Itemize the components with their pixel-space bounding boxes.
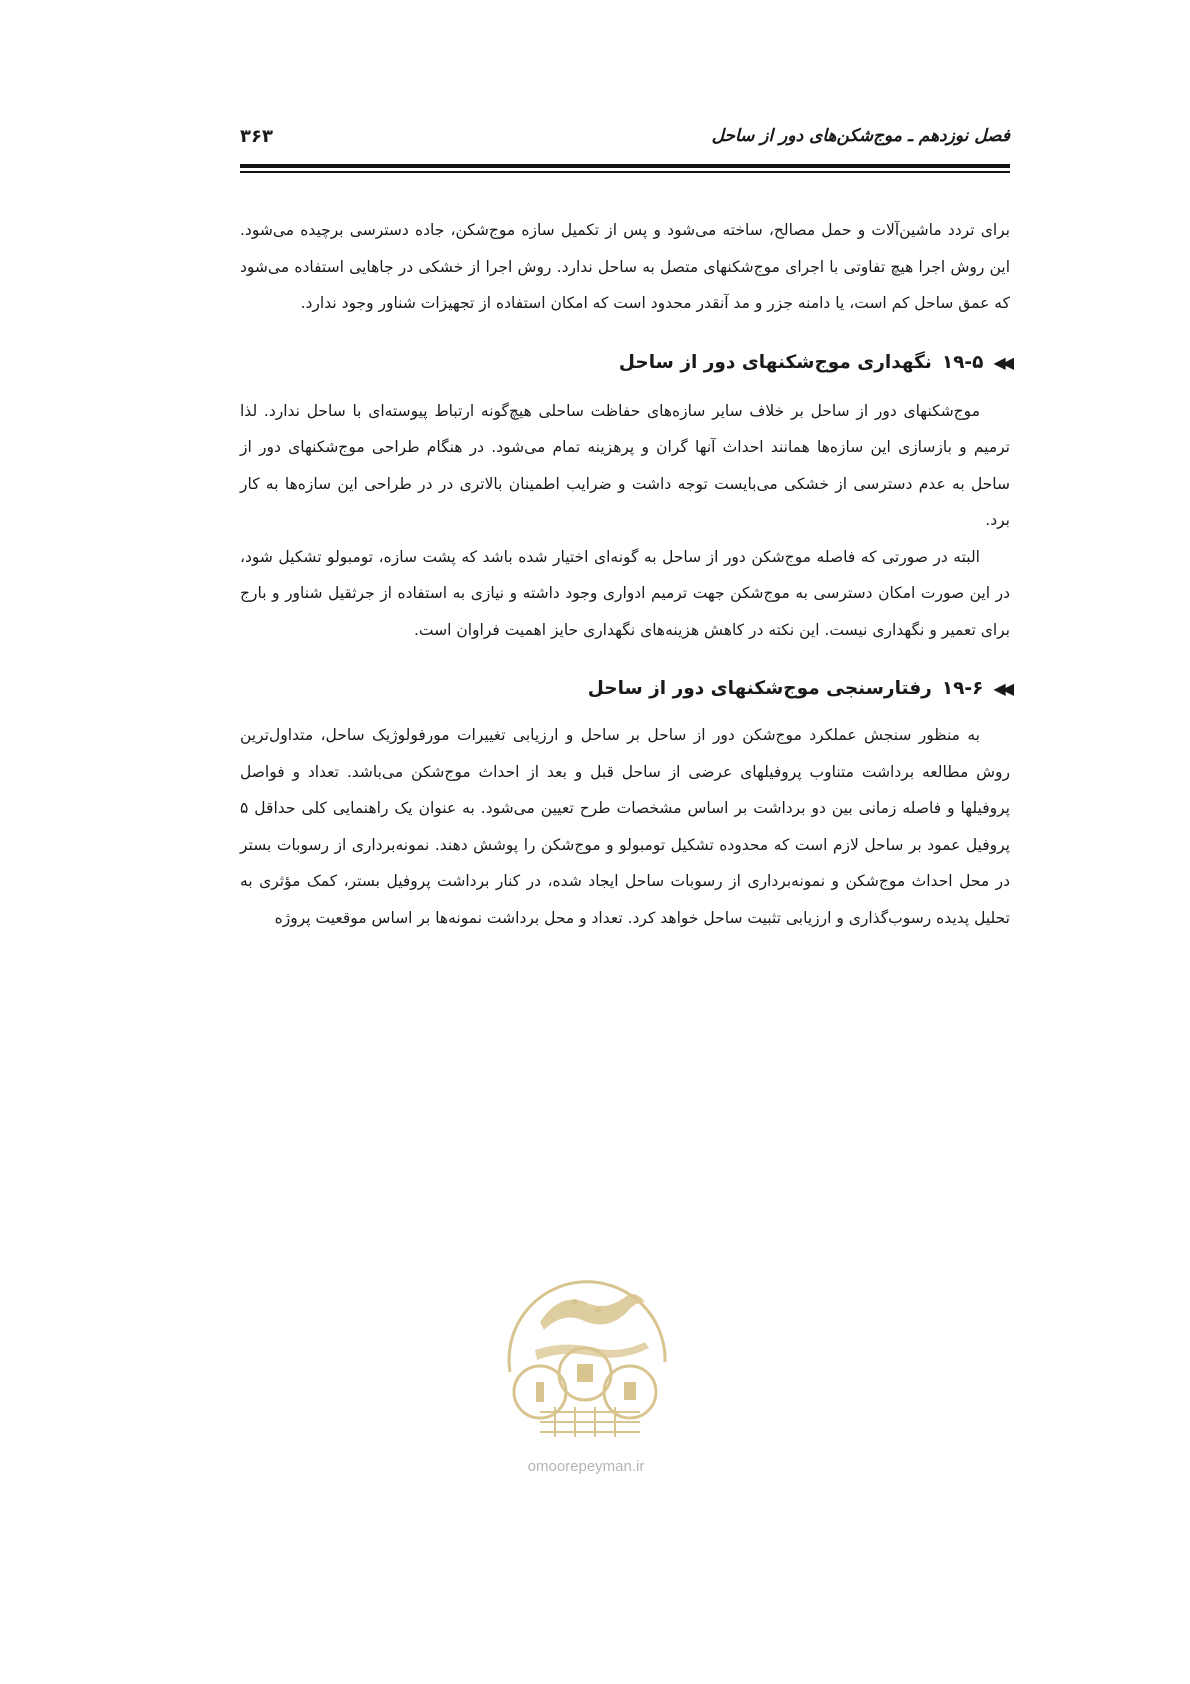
double-arrow-icon: ◀◀ (993, 352, 1010, 372)
paragraph: البته در صورتی که فاصله موج‌شکن دور از ساحل به گونه‌ای اختیار شده باشد که پشت سازه، تومبولو تشکیل شود، در این صورت امکان دسترسی به موج‌شکن جهت ترمیم ادواری وجود داشته و نیازی به استفاده از جرثقیل شناور و بارج برای تعمیر و نگهداری نیست. این نکته در کاهش هزینه‌های نگهداری حایز اهمیت فراوان است. (240, 547, 1010, 639)
paragraph: موج‌شکنهای دور از ساحل بر خلاف سایر سازه‌های حفاظت ساحلی هیچ‌گونه ارتباط پیوسته‌ای با ساحل ندارد. لذا ترمیم و بازسازی این سازه‌ها همانند احداث آنها گران و پرهزینه تمام می‌شود. در هنگام طراحی موج‌شکنهای دور از ساحل به عدم دسترسی از خشکی می‌بایست توجه داشت و ضرایب اطمینان بالاتری در در طراحی این سازه‌ها به کار برد. (240, 401, 1010, 529)
paragraph: به منظور سنجش عملکرد موج‌شکن دور از ساحل بر ساحل و ارزیابی تغییرات مورفولوژیک ساحل، متداول‌ترین روش مطالعه برداشت متناوب پروفیلهای عرضی از ساحل قبل و بعد از احداث موج‌شکن می‌باشد. تعداد و فواصل پروفیلها و فاصله زمانی بین دو برداشت بر اساس مشخصات طرح تعیین می‌شود. به عنوان یک راهنمایی کلی حداقل ۵ پروفیل عمود بر ساحل لازم است که محدوده تشکیل تومبولو و موج‌شکن را پوشش دهند. نمونه‌برداری از رسوبات بستر در محل احداث موج‌شکن و نمونه‌برداری از رسوبات ساحل ایجاد شده، در کنار برداشت پروفیل بستر، کمک مؤثری به تحلیل پدیده رسوب‌گذاری و ارزیابی تثبیت ساحل خواهد کرد. تعداد و محل برداشت نمونه‌ها بر اساس موقعیت پروژه (240, 726, 1010, 927)
page-number: ۳۶۳ (240, 126, 273, 147)
section-heading-6 (240, 678, 1010, 699)
section-number: ۱۹-۵ (941, 351, 984, 373)
chapter-title: فصل نوزدهم ـ موج‌شکن‌های دور از ساحل (711, 126, 1010, 146)
omoorepeyman-logo (480, 1262, 690, 1442)
watermark-url: omoorepeyman.ir (527, 1458, 645, 1475)
section-heading-5 (240, 352, 1010, 373)
header-rule-thick (240, 164, 1010, 168)
section-title: رفتارسنجی موج‌شکنهای دور از ساحل (587, 678, 932, 699)
section-number: ۱۹-۶ (941, 678, 984, 699)
double-arrow-icon: ◀◀ (993, 679, 1010, 698)
section-title: نگهداری موج‌شکنهای دور از ساحل (618, 351, 932, 373)
main-content (240, 212, 1010, 936)
running-header (240, 126, 1010, 160)
header-rule-thin (240, 171, 1010, 173)
intro-paragraph: برای تردد ماشین‌آلات و حمل مصالح، ساخته می‌شود و پس از تکمیل سازه موج‌شکن، جاده دسترسی برچیده می‌شود. این روش اجرا هیچ تفاوتی با اجرای موج‌شکنهای متصل به ساحل ندارد. روش اجرا از خشکی در جاهایی استفاده می‌شود که عمق ساحل کم است، یا دامنه جزر و مد آنقدر محدود است که امکان استفاده از تجهیزات شناور وجود ندارد. (240, 221, 1010, 312)
